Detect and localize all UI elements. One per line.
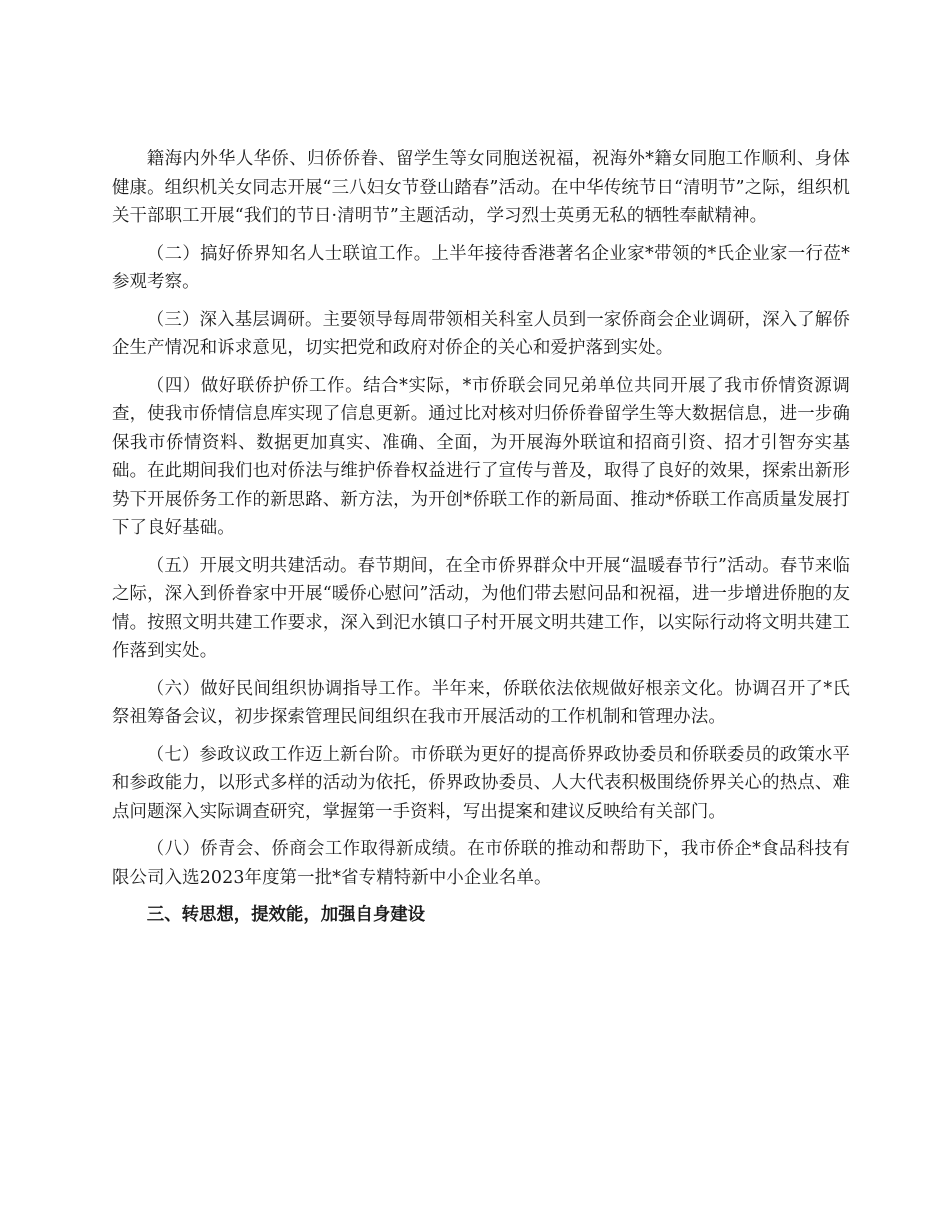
paragraph-civilization-building: （五）开展文明共建活动。春节期间，在全市侨界群众中开展“温暖春节行”活动。春节来临之际，深入到侨眷家中开展“暖侨心慰问”活动，为他们带去慰问品和祝福，进一步增进侨胞的友情。按照文明共建工作要求，深入到汜水镇口子村开展文明共建工作，以实际行动将文明共建工作落到实处。 bbox=[112, 555, 850, 661]
paragraph-grassroots-research: （三）深入基层调研。主要领导每周带领相关科室人员到一家侨商会企业调研，深入了解侨企生产情况和诉求意见，切实把党和政府对侨企的关心和爱护落到实处。 bbox=[112, 309, 850, 358]
section-heading: 三、转思想，提效能，加强自身建设 bbox=[146, 905, 426, 925]
paragraph-youth-business-associations: （八）侨青会、侨商会工作取得新成绩。在市侨联的推动和帮助下，我市侨企*食品科技有限公司入选2023年度第一批*省专精特新中小企业名单。 bbox=[112, 839, 850, 888]
paragraph-overseas-liaison: （二）搞好侨界知名人士联谊工作。上半年接待香港著名企业家*带领的*氏企业家一行莅*参观考察。 bbox=[112, 243, 850, 292]
paragraph-protect-overseas-chinese: （四）做好联侨护侨工作。结合*实际，*市侨联会同兄弟单位共同开展了我市侨情资源调查，使我市侨情信息库实现了信息更新。通过比对核对归侨侨眷留学生等大数据信息，进一步确保我市侨情资料、数据更加真实、准确、全面，为开展海外联谊和招商引资、招才引智夯实基础。在此期间我们也对侨法与维护侨眷权益进行了宣传与普及，取得了良好的效果，探索出新形势下开展侨务工作的新思路、新方法，为开创*侨联工作的新局面、推动*侨联工作高质量发展打下了良好基础。 bbox=[112, 375, 850, 538]
document-body bbox=[112, 149, 850, 930]
paragraph-political-participation: （七）参政议政工作迈上新台阶。市侨联为更好的提高侨界政协委员和侨联委员的政策水平和参政能力，以形式多样的活动为依托，侨界政协委员、人大代表积极围绕侨界关心的热点、难点问题深入实际调查研究，掌握第一手资料，写出提案和建议反映给有关部门。 bbox=[112, 744, 850, 822]
paragraph-women-greetings: 籍海内外华人华侨、归侨侨眷、留学生等女同胞送祝福，祝海外*籍女同胞工作顺利、身体健康。组织机关女同志开展“三八妇女节登山踏春”活动。在中华传统节日“清明节”之际，组织机关干部职工开展“我们的节日·清明节”主题活动，学习烈士英勇无私的牺牲奉献精神。 bbox=[112, 149, 850, 226]
paragraph-civil-organizations: （六）做好民间组织协调指导工作。半年来，侨联依法依规做好根亲文化。协调召开了*氏祭祖筹备会议，初步探索管理民间组织在我市开展活动的工作机制和管理办法。 bbox=[112, 678, 850, 727]
